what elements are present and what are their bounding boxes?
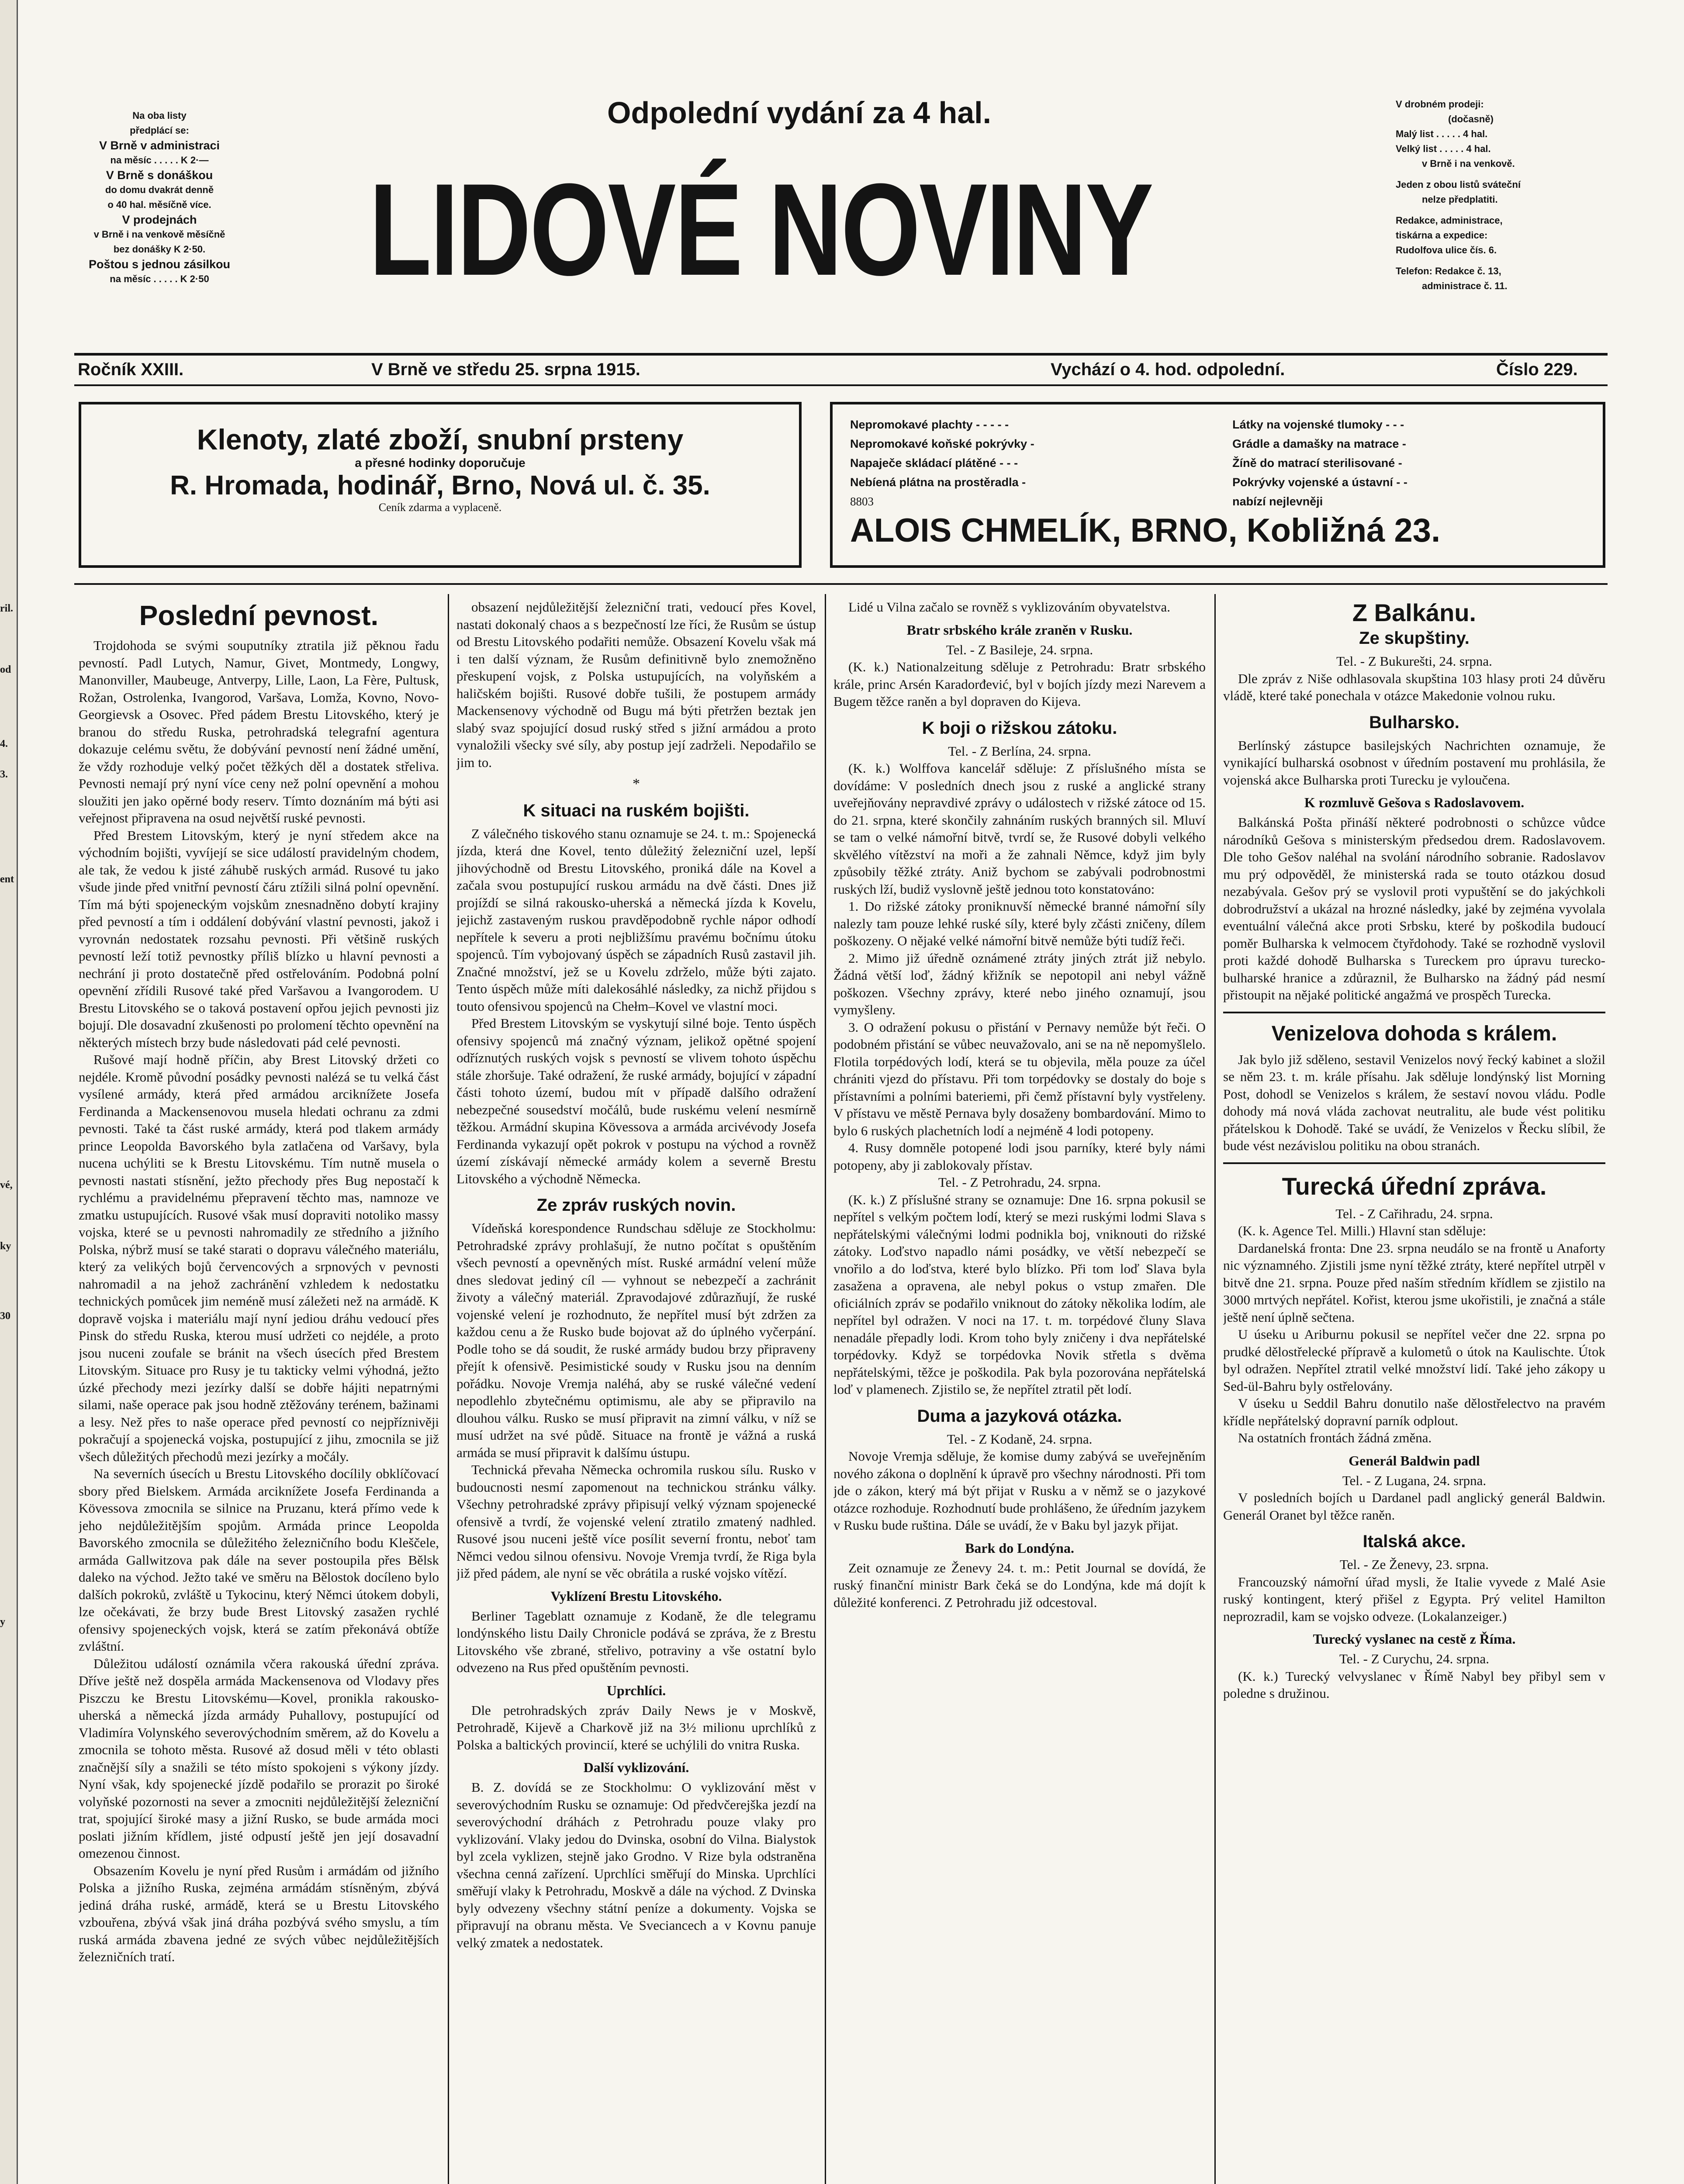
paragraph: Dle zpráv z Niše odhlasovala skupština 103 hlasy proti 24 důvěru vládě, které také ponechala v otázce Makedonie volnou ruku. — [1223, 670, 1605, 703]
info-line: (dočasně) — [1448, 114, 1494, 124]
sub-heading: Další vyklizování. — [583, 1759, 689, 1775]
paragraph: Francouzský námořní úřad mysli, že Italie vyvede z Malé Asie ruský kontingent, který přišel z Egypta. Prý velitel Hamilton neprozradil, kam se vojsko odveze. (Lokalanzeiger.) — [1223, 1574, 1605, 1624]
info-line: nelze předplatiti. — [1422, 194, 1498, 205]
price-line: v Brně i na venkově měsíčně — [93, 229, 225, 240]
jeweller-advert — [79, 402, 802, 568]
section-title: Turecká úřední zpráva. — [1282, 1172, 1547, 1200]
info-line: Telefon: Redakce č. 13, — [1396, 266, 1501, 276]
paragraph: Před Brestem Litovským se vyskytují silné boje. Tento úspěch ofensivy spojenců má značný význam, jelikož opětné spojení odříznutých ruských vojsk s pevností se vlivem tohoto úspěchu stále zhoršuje. Také odražení, že ruské armády, bojující v západní části tohoto území, budou mít v případě dalšího odražení nebezpečné sousedství močálů, bude ruskému velení nesmírně těžkou. Armádní skupina Kövessova a armáda arcivévody Josefa Ferdinanda vykazují opět pokrok v postupu na východ a rovněž území získávají německé armády kolem a severně Brestu Litovského a východně Německa. — [456, 1016, 816, 1186]
star-separator: * — [633, 776, 640, 792]
paragraph: (K. k.) Wolffova kancelář sděluje: Z příslušného místa se dovídáme: V posledních dnech jsou z ruské a anglické strany uveřejňovány nepravdivé zprávy o událostech v rižské zátoce od 15. do 21. srpna, které skončily zahnáním ruských branných sil. Mluví se tam o velké námořní bitvě, tvrdí se, že Rusové dobyli velkého skvělého vítězství na moři a že zahnali Němce, když jim byly způsobily těžké ztráty. Aniž bychom se zabývali podrobnostmi ruských lží, budiž vyslovně ještě jednou toto konstatováno: — [833, 760, 1206, 897]
paragraph: obsazení nejdůležitější železniční trati, vedoucí přes Kovel, nastati dokonalý chaos a s bezpečností lze říci, že Rusům se ústup od Brestu Litovského podařiti nemůže. Obsazení Kovelu však má i ten další význam, že Rusům definitivně bylo znemožněno přeskupení vojsk, z Polska ustupujících, na volyňském a haličském bojišti. Rusové dobře tušili, že postupem armády Mackensenovy východně od Bugu má býti přetržen beztak jen slabý svaz spojující dosud ruský střed s jižní armádou a proto vynaložili všecky své síly, aby postup její zadrželi. Nepodařilo se jim to. — [456, 599, 816, 770]
subscription-prices — [76, 108, 242, 287]
ad-item: Látky na vojenské tlumoky - - - — [1232, 418, 1404, 431]
price-line: do domu dvakrát denně — [105, 184, 214, 195]
strip-text: ky — [0, 1241, 11, 1252]
divider — [74, 384, 1608, 386]
price-line: V prodejnách — [122, 213, 197, 226]
strip-text: ent — [0, 874, 14, 885]
sub-heading: Turecký vyslanec na cestě z Říma. — [1313, 1631, 1516, 1647]
paragraph: 3. O odražení pokusu o přistání v Pernavy nemůže být řeči. O podobném přistání se vůbec neuvažovalo, ani se na ně nepomyšlelo. Flotila torpédových lodí, která se tu objevila, měla pouze za účel chrániti vjezd do přístavu. Při tom torpédovky se dostaly do boje s přístavními a polními bateriemi, při čemž přístavní byly vystřeleny. V přístavu ve městě Pernava byly dosaženy bombardování. Mimo to bylo 6 ruských plachetních lodí a nejméně 4 lodi potopeny. — [833, 1019, 1206, 1138]
info-line — [1396, 258, 1623, 264]
paragraph: Novoje Vremja sděluje, že komise dumy zabývá se uveřejněním nového zákona o doplnění k úpravě pro všechny národnosti. Při tom jde o zákon, který má být přijat v Rusku a v němž se o jazykové otázce rozhoduje. Rozhodnutí bude prohlášeno, že úředním jazykem v Rusku bude ruština. Dále se uvádí, že v Baku byl jazyk přijat. — [833, 1448, 1206, 1533]
paragraph: Před Brestem Litovským, který je nyní středem akce na východním bojišti, vyvíjejí se sice událostí pravidelným chodem, ale tak, že vedou k jisté záhubě ruských armád. Rusové tu jako všude jinde před vnitřní pevností čáru ztížili silná polní opevnění. Tím má býti spojeneckým vojskům znesnadněno dobytí krajiny před pevností a tím i oddálení dobývání vlastní pevnosti, jakož i vyrovnán nedostatek rozsahu pevnosti. Při většině ruských pevností leží totiž pevnostky příliš blízko u hlavní pevnosti a nechrání ji proto dostatečně před ostřelováním. Podobná polní opevnění zřídili Rusové také před Varšavou a Ivangorodem. U Brestu Litovského se o taková postavení opřou jejich pevnosti jiz bojují. Dle dosavadní zkušenosti po prolomení těchto opevnění na některých místech brzy bude následovati pád celé pevnosti. — [79, 827, 439, 1050]
strip-text: od — [0, 664, 11, 675]
paragraph: Berlínský zástupce basilejských Nachrichten oznamuje, že vynikající bulharská osobnost v úředním postavení mu prohlásila, že vojenská akce Bulharska proti Turecku je vyloučena. — [1223, 737, 1605, 788]
strip-text: 3. — [0, 769, 8, 780]
info-line: Jeden z obou listů sváteční — [1396, 179, 1521, 190]
textile-advert — [830, 402, 1605, 568]
paragraph: Na ostatních frontách žádná změna. — [1238, 1430, 1432, 1445]
paragraph: (K. k.) Nationalzeitung sděluje z Petrohradu: Bratr srbského krále, princ Arsén Karadorđević, byl v bojích jízdy mezi Narevem a Bugem těžce raněn a byl dopraven do Kijeva. — [833, 659, 1206, 709]
divider — [74, 353, 1608, 356]
info-line: tiskárna a expedice: — [1396, 230, 1488, 241]
paragraph: Jak bylo již sděleno, sestavil Venizelos nový řecký kabinet a složil se něm 23. t. m. krále přísahu. Jak sděluje londýnský list Morning Post, dohodl se Venizelos s králem, že sestaví novou vládu. Podle dohody má nová vláda zachovat neutralitu, ale bude vést politiku přátelskou k Dohodě. Také se uvádí, že Venizelos v Řecku slíbil, že bude vést nezávislou politiku na obou stranách. — [1223, 1051, 1605, 1153]
column-1 — [79, 598, 439, 2184]
dateline-source: Tel. - Z Kodaně, 24. srpna. — [947, 1431, 1093, 1447]
section-title: Venizelova dohoda s králem. — [1271, 1022, 1557, 1045]
price-line: V Brně s donáškou — [106, 169, 213, 182]
price-line: o 40 hal. měsíčně více. — [107, 199, 211, 210]
paragraph: Lidé u Vilna začalo se rovněž s vyklizováním obyvatelstva. — [848, 599, 1171, 615]
paragraph: Trojdohoda se svými souputníky ztratila již pěknou řadu pevností. Padl Lutych, Namur, Givet, Montmedy, Longwy, Manonviller, Maubeuge, Antverpy, Lille, Laon, La Fère, Pultusk, Rožan, Ostrolenka, Ivangorod, Varšava, Lomža, Kovno, Novo-Georgievsk a Osovec. Před pádem Brestu Litovského, který je branou do středu Ruska, petrohradská telegrafní agentura dokazuje celému světu, že dobývání pevností není žádné umění, že vždy rozhoduje velký počet těžkých děl a dostatek střeliva. Pevnosti nemají prý nyní více ceny než polní opevnění a mohou sloužiti jen jako opěrné body reserv. Tímto doznáním má býti asi veřejnost připravena na osud největší ruské pevnosti. — [79, 638, 439, 826]
divider — [1223, 1012, 1605, 1013]
paragraph: V posledních bojích u Dardanel padl anglický generál Baldwin. Generál Oranet byl těžce raněn. — [1223, 1490, 1605, 1523]
section-heading: Ze zpráv ruských novin. — [536, 1196, 736, 1215]
divider — [74, 583, 1608, 585]
section-title: Z Balkánu. — [1352, 599, 1477, 626]
info-line — [1396, 171, 1623, 177]
price-line: na měsíc . . . . . K 2·50 — [110, 273, 209, 284]
ad-item: Pokrývky vojenské a ústavní - - — [1232, 476, 1407, 489]
paragraph: V úseku u Seddil Bahru donutilo naše dělostřelectvo na pravém křídle nepřátelský dopravní parník odplout. — [1223, 1396, 1605, 1428]
paragraph: B. Z. dovídá se ze Stockholmu: O vyklizování měst v severovýchodním Rusku se oznamuje: Od předvčerejška jezdí na severovýchodní dráhách z Petrohradu pouze vlaky pro vyklizování. Vlaky jedou do Dvinska, osobní do Vilna. Bialystok byl zcela vyklizen, stejně jako Grodno. V Rize byla odstraněna všechna cenná zařízení. Uprchlíci směřují do Minska. Uprchlíci směřují vlaky k Petrohradu, Moskvě a dále na východ. Z Dvinska byly odvezeny všechny státní peníze a dokumenty. Vojska se připravují na obranu města. Ve Sveciancech a v Kovnu panuje velký zmatek a nedostatek. — [456, 1780, 816, 1950]
paragraph: Berliner Tageblatt oznamuje z Kodaně, že dle telegramu londýnského listu Daily Chronicle podává se zpráva, že z Brestu Litovského vše zbrané, střelivo, potraviny a vše ostatní bylo odvezeno na Rus před opuštěním pevnosti. — [456, 1608, 816, 1675]
info-line: v Brně i na venkově. — [1422, 158, 1515, 169]
price-line: Poštou s jednou zásilkou — [88, 258, 231, 271]
newspaper-title: LIDOVÉ NOVINY — [369, 156, 1152, 303]
paragraph: Důležitou událostí oznámila včera rakouská úřední zpráva. Dříve ještě než dospěla armáda Mackensenova od Vlodavy přes Piszczu ke Brestu Litovskému—Kovel, pronikla rakousko-uherská a německá jízda armády Puhallovy, postupující od Vladimíra Volynského severovýchodním směrem, až do Kovelu a zmocnila se tohoto města. Rusové až dosud měli v této oblasti značnější síly a snažili se této místo spokojeni s výkony jízdy. Nyní však, kdy spojenecké jízdě podařilo se prorazit po široké volyňské pozornosti na sever a zmocniti nejdůležitější železniční trat, spojující široké masy a jižní Rusko, se bude armáda moci poslati jižním křídlem, jisté odpustí ještě jen její dosavadní omezenou činnost. — [79, 1655, 439, 1861]
ad-item: Žíně do matrací sterilisované - — [1232, 456, 1402, 470]
section-heading: Italská akce. — [1362, 1532, 1466, 1551]
sub-heading: Bratr srbského krále zraněn v Rusku. — [906, 622, 1133, 638]
paragraph: Na severních úsecích u Brestu Litovského docílily obklíčovací sbory před Bielskem. Armáda arciknížete Josefa Ferdinanda a Kövessova zmocnila se silnice na Pruzanu, která přímo vede k jeho nejdůležitějším spojům. Armáda prince Leopolda Bavorského zmocnila se důležitého železničního bodu Kleščele, armáda Gallwitzova pak dále na sever postoupila přes Bělsk daleko na východ. Ježto také ve směru na Bělostok docíleno bylo dalších pokroků, zvláště u Tykocinu, který Němci útokem dobyli, lze očekávati, že brzy bude Brest Litovský zasažen rychlé ofensivy spojeneckých vojsk, která se zatím překonává obtíže zvláštní. — [79, 1466, 439, 1654]
paragraph: (K. k.) Turecký velvyslanec v Římě Nabyl bey přibyl sem v poledne s družinou. — [1223, 1668, 1605, 1701]
info-line: Malý list . . . . . 4 hal. — [1396, 128, 1488, 139]
section-heading: Ze skupštiny. — [1359, 629, 1470, 648]
strip-text: ril. — [0, 603, 13, 614]
strip-text: 30 — [0, 1310, 10, 1322]
dateline-source: Tel. - Z Curychu, 24. srpna. — [1339, 1651, 1490, 1666]
ad-row — [850, 453, 1585, 473]
strip-text: 4. — [0, 738, 8, 750]
paragraph: Balkánská Pošta přináší některé podrobnosti o schůzce vůdce národníků Gešova s ministerským předsedou drem. Radoslavovem. Dle toho Gešov naléhal na svolání národního sobranie. Radoslavov mu prý odpověděl, že ministerská rada se touto otázkou dosud nezabývala. Gešov prý se vyslovil proti vypuštění se do jakýchkoli dobrodružství a ukázal na hrozné následky, jaké by zejména vyvolala eventuální válečná akce proti Srbsku, které by poškodila budoucí poměr Bulharska k velmocem čtyřdohody. Také se rozhodně vyslovil proti každé dohodě Bulharska s Tureckem pro úpravu turecko-bulharské hranice a zdůraznil, že Bulharsko na žádný pád nesmí přistoupit na nějaké politické angažmá ve prospěch Turecka. — [1223, 815, 1605, 1002]
info-line: Redakce, administrace, — [1396, 215, 1503, 226]
strip-text: vé, — [0, 1179, 13, 1191]
info-line: administrace č. 11. — [1422, 280, 1508, 291]
ad-item: Nebíená plátna na prostěradla - — [850, 476, 1026, 489]
ad-item: Nepromokavé koňské pokrývky - — [850, 437, 1034, 450]
section-heading: Bulharsko. — [1369, 712, 1459, 732]
column-rule — [448, 594, 449, 2184]
paragraph: 1. Do rižské zátoky proniknuvší německé branné námořní síly nalezly tam pouze lehké ruské síly, které byly zčásti zničeny, dílem poškozeny. O nějaké velké námořní bitvě nemůže býti tudíž řeči. — [833, 898, 1206, 948]
paragraph: (K. k.) Z příslušné strany se oznamuje: Dne 16. srpna pokusil se nepřítel s velkým počtem lodí, který se mezi ruskými lodmi Slava s nepřátelskými válečnými lodmi podnikla boj, vniknouti do rižské zátoky. Loďstvo napadlo námi posádky, ve větší nebezpečí se vnořilo a do loďstva, které bylo blízko. Při tom loď Slava byla zasažena a opravena, ale nebyl pokus o vstup zmařen. Dle oficiálních zpráv se podařilo vniknout do zátoky několika lodím, ale nepřítel byl odražen. V noci na 17. t. m. torpédové čluny Slava nenadále přepadly lodi. Krom toho byly zničeny i dva nepřátelské torpédovky. Když se torpédovka Novik střetla s dvěma nepřátelskými, těžce je poškodila. Pak byla pozorována nepřátelská loď v plamenech. Zjistilo se, že nepřítel ztratil pět lodí. — [833, 1192, 1206, 1397]
price-line: V Brně v administraci — [99, 139, 220, 152]
paragraph: Z válečného tiskového stanu oznamuje se 24. t. m.: Spojenecká jízda, která dne Kovel, tento důležitý železniční uzel, lepší jihovýchodně od Brestu Litovského, proniká dále na Kovel a začala svou postupující ruskou armádu na dvě části. Dnes již projíždí se silná rakousko-uherská a německá jízda k Kovelu, jejichž zastaveným ruskou pravděpodobně rychle nápor odhodí nepřítele k severu a proti nejbližšímu pravému bočnímu útoku spojenců. Tím vybojovaný úspěch se západních Rusů zastavil jih. Značné množství, jež se u Kovelu zdrželo, může býti zajato. Tento úspěch může míti dalekosáhlé následky, za nichž přijdou s touto ofensivou spojenců na Chełm–Kovel ve vlastní moci. — [456, 826, 816, 1014]
price-line: předplácí se: — [130, 125, 189, 136]
column-2 — [456, 598, 816, 2184]
dateline-source: Tel. - Z Lugana, 24. srpna. — [1342, 1472, 1487, 1488]
paragraph: Dle petrohradských zpráv Daily News je v Moskvě, Petrohradě, Kijevě a Charkově již na 3½ milionu uprchlíků z Polska a baltických provincií, které se uchýlili do vnitra Ruska. — [456, 1702, 816, 1752]
sub-heading: Generál Baldwin padl — [1349, 1452, 1480, 1469]
strip-text: y — [0, 1616, 5, 1628]
ad-company: ALOIS CHMELÍK, BRNO, Kobližná 23. — [850, 512, 1441, 549]
ad-headline: Klenoty, zlaté zboží, snubní prsteny — [197, 423, 684, 456]
section-heading: Duma a jazyková otázka. — [917, 1406, 1122, 1426]
dateline-source: Tel. - Z Berlína, 24. srpna. — [948, 743, 1091, 759]
paragraph: Technická převaha Německa ochromila ruskou sílu. Rusko v budoucnosti nesmí zapomenout na technickou stránku války. Všechny petrohradské zprávy připisují velký význam spojenecké ofensivě a tvrdí, že vojenské velení ztratilo zmatený nadhled. Rusové jsou nuceni ještě více posílit severní frontu, neboť tam Němci vedou silnou ofensivu. Novoje Vremja tvrdí, že Riga byla již před pádem, ale nyní se věc obrátila a ruské vojsko vítězí. — [456, 1462, 816, 1581]
edition-price: Odpolední vydání za 4 hal. — [607, 96, 992, 130]
paragraph: 2. Mimo již úředně oznámené ztráty jiných ztrát již nebylo. Žádná větší loď, žádný křižník se nepotopil ani nebyl vážně poškozen. Všechny zprávy, které nebo jiného oznamují, jsou vymyšleny. — [833, 950, 1206, 1017]
article-title: Poslední pevnost. — [139, 600, 379, 631]
paragraph: (K. k. Agence Tel. Milli.) Hlavní stan sděluje: — [1238, 1223, 1487, 1238]
column-rule — [1214, 594, 1216, 2184]
paragraph: U úseku u Ariburnu pokusil se nepřítel večer dne 22. srpna po prudké dělostřelecké přípravě a kulometů o útok na Kaulischte. Útok byl odražen. Nepřítel ztratil velké množství lidí. Také jeho zákopy u Sed-ül-Bahru byly ostřelovány. — [1223, 1327, 1605, 1394]
info-line: Velký list . . . . . 4 hal. — [1396, 143, 1491, 154]
dateline-source: Tel. - Z Basileje, 24. srpna. — [946, 642, 1093, 657]
info-line: Rudolfova ulice čís. 6. — [1396, 245, 1497, 256]
divider — [1223, 1162, 1605, 1164]
sub-heading: Uprchlíci. — [606, 1682, 666, 1698]
paragraph: 4. Rusy domněle potopené lodi jsou parníky, které byly námi potopeny, aby ji zablokovaly přístav. — [833, 1140, 1206, 1173]
ad-item: Grádle a damašky na matrace - — [1232, 437, 1406, 450]
ad-item: Nepromokavé plachty - - - - - — [850, 418, 1009, 431]
issue-number: Číslo 229. — [1496, 360, 1578, 379]
retail-info — [1396, 97, 1623, 294]
sub-heading: Bark do Londýna. — [965, 1540, 1074, 1556]
paragraph: Obsazením Kovelu je nyní před Rusům i armádám od jižního Polska a jižního Ruska, zejména armádám stísněným, zbývá jediná dráha ruské, armádě, která se u Brestu Litovského vzbouřena, zbývá však jiná dráha pozbývá svého smyslu, a tím ruská armáda zbavena jedné ze svých vůbec nejdůležitějších železničních tratí. — [79, 1863, 439, 1964]
paragraph: Rušové mají hodně příčin, aby Brest Litovský držeti co nejdéle. Kromě původní posádky pevnosti nalézá se tu velká část vysílené armády, která před armádou arciknížete Josefa Ferdinanda a Mackensenovou musela hledati ochranu za zdmi pevnosti. Také ta část ruské armády, která pod tlakem armády prince Leopolda Bavorského byla zatlačena od Varšavy, byla nucena uchýliti se k Brestu Litovskému. Tím nutně musela o pevnosti nastati stísnění, ježto přechody přes Bug nepostačí k rychlému a pravidelnému přepravení těchto mas, namnoze ve zmatku ustupujících. Rusové však musí dopraviti notoliko massy vojska, které se u pevnosti nahromadily ze středního a jižního Polska, nýbrž musí se také starati o dopravu válečného materiálu, který za velikých bojů červencových a srpnových v pevnosti nahromadil a na jehož zachránění vzhledem k nedostatku technických pomůcek jim neméně musí záležeti než na armádě. K dopravě vojska i materiálu mají nyní jediou dráhu vedoucí přes Pinsk do středu Ruska, kterou musí udržeti co nejdéle, a proto jsou nuceni zoufale se bránit na všech úsecích před Brestem Litovským. Situace pro Rusy je tu takticky velmi výhodná, ježto úzké přechody mezi jezírky další se dobře hájiti nepatrnými silami, naše operace pak jsou hodně ztěžovány terénem, bažinami a lesy. Než přes to naše operace před pevností co nejpříznivěji pokračují a spojenecká vojska, postupující z jihu, zmocnila se již všech důležitých přechodů mezi jezírky a močály. — [79, 1052, 439, 1464]
dateline-source: Tel. - Z Bukurešti, 24. srpna. — [1336, 653, 1492, 669]
dateline-source: Tel. - Z Cařihradu, 24. srpna. — [1335, 1206, 1493, 1221]
sub-heading: Vyklízení Brestu Litovského. — [550, 1588, 722, 1604]
column-3 — [833, 598, 1206, 2184]
adjacent-page-strip — [0, 0, 18, 2184]
price-line: Na oba listy — [132, 110, 187, 121]
section-heading: K boji o rižskou zátoku. — [922, 718, 1117, 738]
volume: Ročník XXIII. — [78, 360, 184, 379]
info-line — [1396, 207, 1623, 213]
ad-note: Ceník zdarma a vyplaceně. — [378, 501, 502, 514]
dateline-source: Tel. - Z Petrohradu, 24. srpna. — [938, 1175, 1101, 1190]
price-line: bez donášky K 2·50. — [113, 244, 206, 255]
ad-subline: a přesné hodinky doporučuje — [355, 456, 526, 470]
paragraph: Vídeňská korespondence Rundschau sděluje ze Stockholmu: Petrohradské zprávy prohlašují, že nutno počítat s opuštěním všech pevností a opevněných míst. Ruské armádní velení může dnes sledovat jediný cíl — vyhnout se nebezpečí a zachránit životy a válečný materiál. Zpravodajové zdůrazňují, že ruské vojenské velení je rozhodnuto, že nepřítel musí být zdržen za každou cenu a že Rusko bude bojovat až do úplného vyčerpání. Podle toho se dá soudit, že ruské armády budou brzy připraveny přejít k ofensivě. Pesimistické soudy v Rusku jsou na denním pořádku. Novoje Vremja naléhá, aby se ruské válečné vedení nepodlehlo zbytečnému optimismu, ale aby se připravilo na dlouhou válku. Rusko se musí připravit na zimní válku, v níž se musí udržet na své půdě. Situace na frontě je vážná a ruská armáda se musí připravit k dalšímu ústupu. — [456, 1220, 816, 1460]
ad-row — [850, 473, 1585, 492]
ad-row — [850, 415, 1585, 434]
sub-heading: K rozmluvě Gešova s Radoslavovem. — [1304, 795, 1525, 810]
ad-row — [850, 434, 1585, 453]
section-heading: K situaci na ruském bojišti. — [523, 801, 750, 820]
dateline-source: Tel. - Ze Ženevy, 23. srpna. — [1340, 1557, 1489, 1572]
column-rule — [825, 594, 826, 2184]
paragraph: Zeit oznamuje ze Ženevy 24. t. m.: Petit Journal se dovídá, že ruský finanční ministr Bark čeká se do Londýna, kde má dojít k důležité konferenci. Z Petrohradu již odcestoval. — [833, 1560, 1206, 1610]
ad-subline: nabízí nejlevněji — [1232, 495, 1323, 508]
ad-number: 8803 — [850, 495, 874, 508]
issue-date: V Brně ve středu 25. srpna 1915. — [371, 360, 640, 379]
column-4 — [1223, 598, 1605, 2184]
info-line: V drobném prodeji: — [1396, 99, 1484, 110]
paragraph: Dardanelská fronta: Dne 23. srpna neudálo se na frontě u Anaforty nic významného. Zjistili jsme nyní těžké ztráty, které nepřítel utrpěl v bitvě dne 21. srpna. Pouze před naším středním křídlem se zjistilo na 3000 mrtvých nepřátel. Kořist, kterou jsme ukořistili, je značná a stále ještě není úplně sečtena. — [1223, 1240, 1605, 1325]
ad-row — [850, 492, 1585, 511]
price-line: na měsíc . . . . . K 2·— — [110, 155, 209, 166]
issue-time: Vychází o 4. hod. odpolední. — [1051, 360, 1285, 379]
ad-address: R. Hromada, hodinář, Brno, Nová ul. č. 35. — [170, 470, 710, 501]
ad-item: Napaječe skládací plátěné - - - — [850, 456, 1018, 470]
